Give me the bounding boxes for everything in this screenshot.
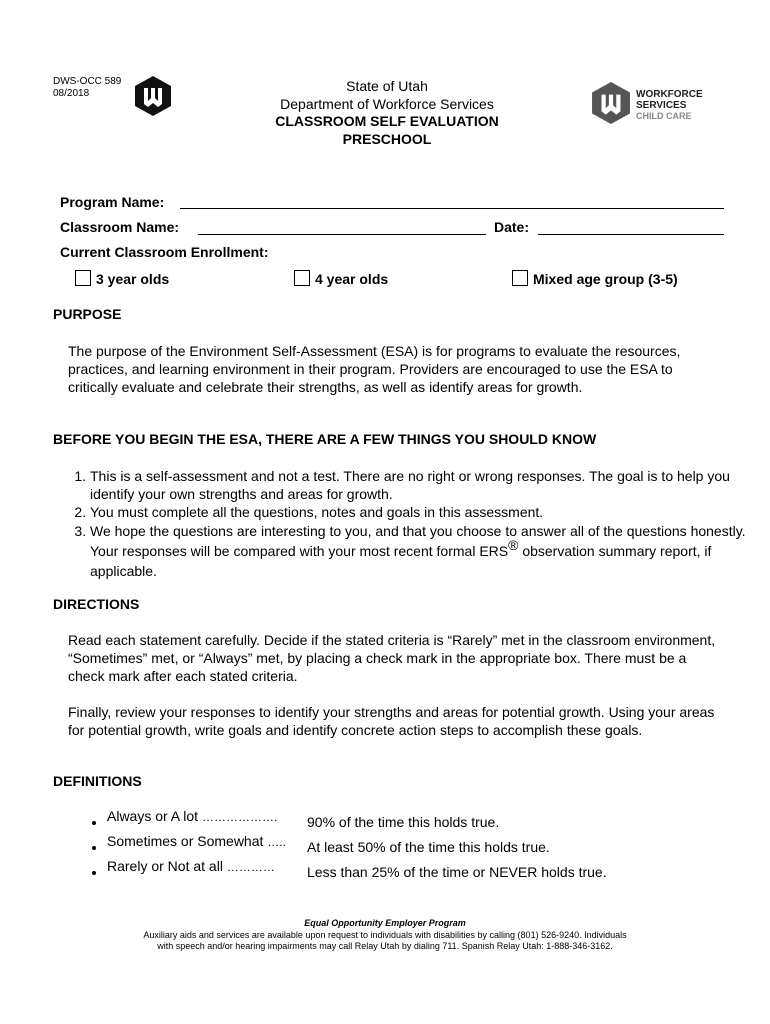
header-department: Department of Workforce Services bbox=[280, 95, 494, 112]
list-item: 1. This is a self-assessment and not a test. There are no right or wrong responses. The goal is to help you identify your own strengths and areas for growth. bbox=[90, 467, 760, 503]
option-label: Mixed age group (3-5) bbox=[533, 271, 678, 287]
definition-desc: At least 50% of the time this holds true. bbox=[307, 839, 550, 855]
workforce-logo-icon bbox=[134, 75, 172, 117]
list-item: 2. You must complete all the questions, notes and goals in this assessment. bbox=[90, 503, 760, 521]
classroom-name-input[interactable] bbox=[198, 234, 486, 235]
brand-line-3: CHILD CARE bbox=[636, 111, 692, 121]
footer-title: Equal Opportunity Employer Program bbox=[304, 918, 466, 928]
form-number: DWS-OCC 589 bbox=[53, 76, 122, 87]
definition-desc: Less than 25% of the time or NEVER holds true. bbox=[307, 864, 607, 880]
directions-paragraph-1: Read each statement carefully. Decide if the stated criteria is “Rarely” met in the classroom environment, “Sometimes” met, or “Always” met, by placing a check mark in the appropriate box. There must be a check mark after each stated criteria. bbox=[68, 632, 716, 684]
purpose-heading: PURPOSE bbox=[53, 306, 122, 322]
header-subtitle: PRESCHOOL bbox=[342, 130, 432, 147]
enrollment-option-mixed-age[interactable] bbox=[512, 270, 678, 287]
checkbox[interactable] bbox=[294, 270, 310, 286]
header-state: State of Utah bbox=[346, 78, 428, 94]
date-label: Date: bbox=[494, 219, 530, 235]
list-item bbox=[90, 521, 760, 581]
form-code bbox=[53, 76, 121, 100]
program-name-input[interactable] bbox=[180, 208, 724, 209]
leader-dots: ………………. bbox=[201, 810, 278, 824]
page-footer bbox=[60, 918, 710, 953]
definition-desc: 90% of the time this holds true. bbox=[307, 814, 500, 830]
header-title: CLASSROOM SELF EVALUATION bbox=[275, 113, 499, 129]
brand-text bbox=[636, 90, 703, 122]
checkbox[interactable] bbox=[512, 270, 528, 286]
before-list bbox=[53, 467, 760, 581]
enrollment-option-3-year-olds[interactable] bbox=[75, 270, 169, 287]
enrollment-option-4-year-olds[interactable] bbox=[294, 270, 388, 287]
directions-paragraph-2: Finally, review your responses to identify your strengths and areas for potential growth. Using your areas for potential growth, write goals and identify concrete action steps to accomplish these goals. bbox=[68, 704, 715, 738]
definitions-heading: DEFINITIONS bbox=[53, 773, 142, 789]
definition-term: Rarely or Not at all bbox=[107, 858, 223, 874]
footer-line-2: with speech and/or hearing impairments may call Relay Utah by dialing 711. Spanish Relay Utah: 1-888-346-3162. bbox=[157, 941, 613, 951]
list-item bbox=[107, 807, 757, 832]
date-input[interactable] bbox=[538, 234, 724, 235]
brand-line-1: WORKFORCE bbox=[636, 89, 703, 100]
classroom-name-label: Classroom Name: bbox=[60, 219, 180, 235]
program-name-label: Program Name: bbox=[60, 194, 165, 210]
list-item bbox=[107, 832, 757, 857]
brand-logo bbox=[591, 80, 716, 128]
workforce-services-logo-icon bbox=[591, 80, 631, 126]
form-date: 08/2018 bbox=[53, 88, 90, 99]
directions-heading: DIRECTIONS bbox=[53, 596, 140, 612]
list-item bbox=[107, 857, 757, 882]
option-label: 3 year olds bbox=[96, 271, 170, 287]
enrollment-label: Current Classroom Enrollment: bbox=[60, 244, 269, 260]
item-text: We hope the questions are interesting to you, and that you choose to answer all of the questions honestly. Your responses will be compared with your most recent formal ERS bbox=[90, 523, 746, 559]
definitions-list bbox=[72, 807, 757, 882]
option-label: 4 year olds bbox=[315, 271, 389, 287]
before-heading: BEFORE YOU BEGIN THE ESA, THERE ARE A FEW THINGS YOU SHOULD KNOW bbox=[53, 431, 597, 447]
definition-term: Always or A lot bbox=[107, 808, 199, 824]
leader-dots: ….. bbox=[267, 835, 286, 849]
purpose-text: The purpose of the Environment Self-Assessment (ESA) is for programs to evaluate the resources, practices, and learning environment in their program. Providers are encouraged to use the ESA to critically evaluate and celebrate their strengths, as well as identify areas for growth. bbox=[68, 343, 681, 395]
definition-term: Sometimes or Somewhat bbox=[107, 833, 264, 849]
document-header bbox=[222, 78, 552, 148]
checkbox[interactable] bbox=[75, 270, 91, 286]
brand-line-2: SERVICES bbox=[636, 99, 687, 111]
leader-dots: ………… bbox=[226, 860, 275, 874]
footer-line-1: Auxiliary aids and services are available upon request to individuals with disabilities by calling (801) 526-9240. Individuals bbox=[143, 929, 627, 940]
item-text-tail: observation summary report, if applicable. bbox=[90, 543, 712, 579]
registered-mark: ® bbox=[508, 537, 519, 553]
